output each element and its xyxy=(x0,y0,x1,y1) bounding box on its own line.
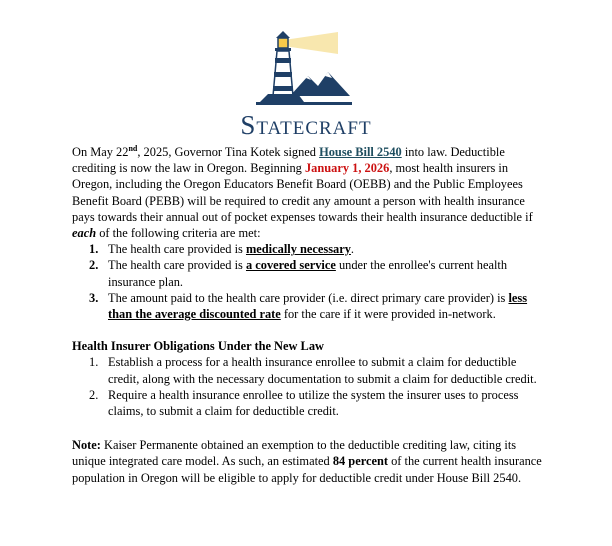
effective-date: January 1, 2026 xyxy=(304,161,390,176)
note-paragraph: Note: Kaiser Permanente obtained an exemption to the deductible crediting law, citing its unique integrated care model. As such, an estimated 84 percent of the current health insurance population in Oregon will be eligible to apply for deductible credit under House Bill 2540. xyxy=(72,438,542,485)
criteria-list xyxy=(72,241,542,322)
list-item: 1. Establish a process for a health insurance enrollee to submit a claim for deductible credit, along with the necessary documentation to submit a claim for deductible credit. xyxy=(89,355,537,386)
list-item: 2. The health care provided is a covered service under the enrollee's current health insurance plan. xyxy=(89,258,508,289)
lighthouse-logo-icon xyxy=(246,30,366,110)
house-bill-link[interactable]: House Bill 2540 xyxy=(319,145,402,159)
logo xyxy=(0,30,612,110)
obligations-list xyxy=(72,354,542,419)
list-item: 1. The health care provided is medically necessary. xyxy=(89,242,355,257)
brand-name: Statecraft xyxy=(240,110,372,140)
each-emphasis: each xyxy=(72,226,97,241)
document-body xyxy=(72,144,542,486)
note-label: Note: xyxy=(72,438,101,453)
section-heading: Health Insurer Obligations Under the New Law xyxy=(72,339,324,354)
list-item: 3. The amount paid to the health care provider (i.e. direct primary care provider) is less than the average discounted rate for the care if it were provided in-network. xyxy=(89,290,528,322)
percent-figure: 84 percent xyxy=(332,454,388,469)
intro-paragraph: On May 22nd, 2025, Governor Tina Kotek signed House Bill 2540 into law. Deductible crediting is now the law in Oregon. Beginning January 1, 2026, most health insurers in Oregon, including the Oregon Educators Benefit Board (OEBB) and the Public Employees Benefit Board (PEBB) will be required to credit any amount a person with health insurance pays towards their annual out of pocket expenses towards their health insurance deductible if each of the following criteria are met: xyxy=(72,143,533,241)
list-item: 2. Require a health insurance enrollee to utilize the system the insurer uses to process claims, to submit a claim for deductible credit. xyxy=(89,387,519,419)
